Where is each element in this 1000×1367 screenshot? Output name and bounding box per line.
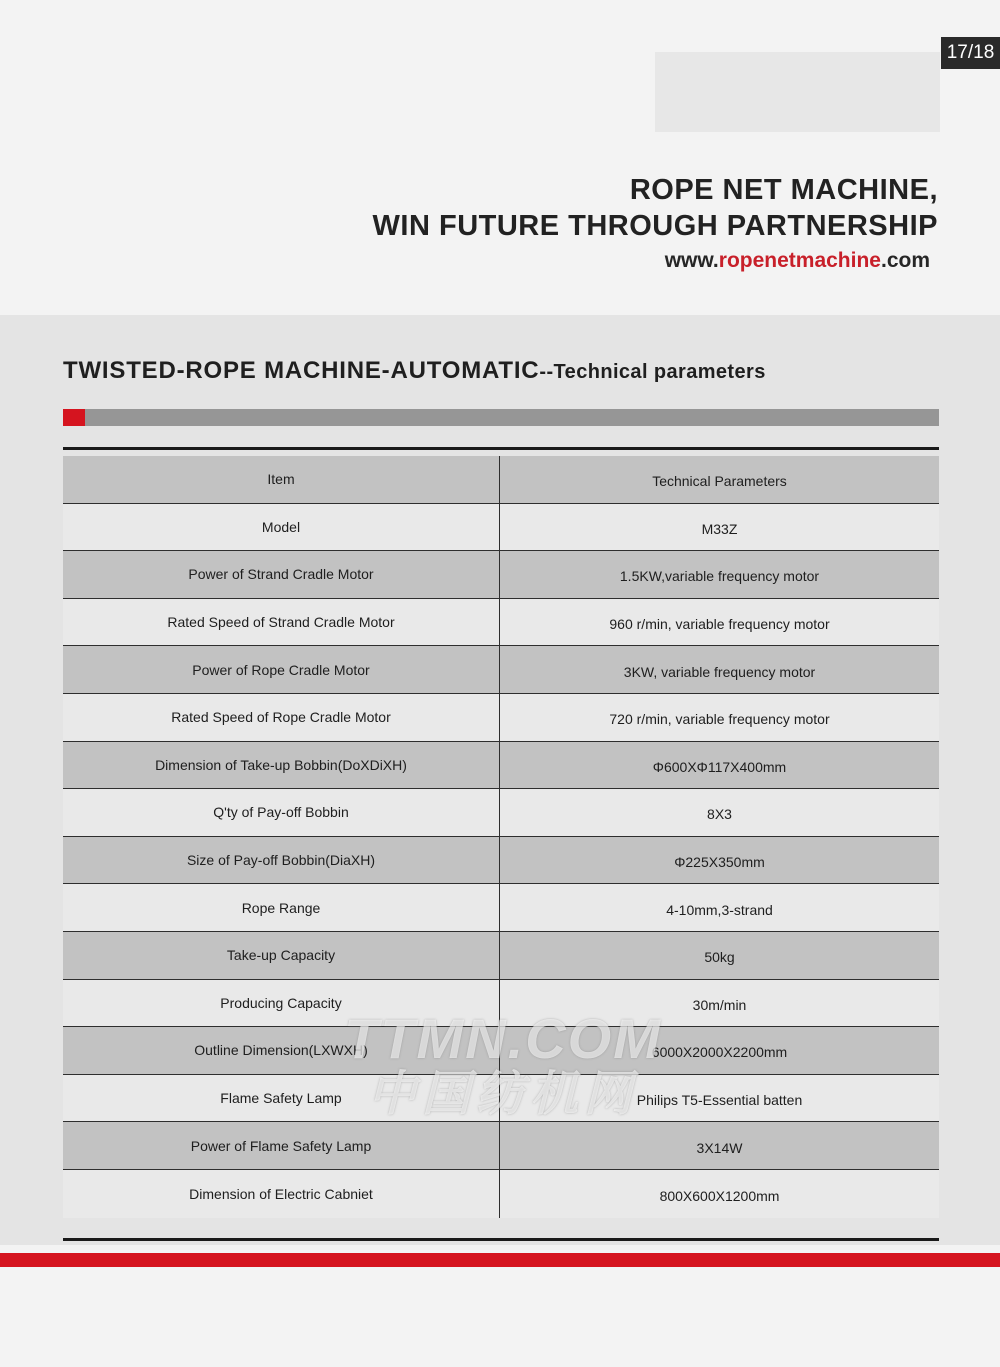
row-value: 6000X2000X2200mm (651, 1044, 788, 1061)
headline-line-2: WIN FUTURE THROUGH PARTNERSHIP (372, 210, 938, 242)
table-row (63, 837, 939, 885)
website-prefix: www. (664, 249, 719, 272)
page-number-badge: 17/18 (941, 37, 1000, 69)
row-item: Q'ty of Pay-off Bobbin (63, 789, 500, 836)
table-row (63, 1075, 939, 1123)
table-top-rule (63, 447, 939, 450)
website-domain: ropenetmachine (718, 249, 881, 272)
table-header-row (63, 456, 939, 504)
row-value: 3KW, variable frequency motor (623, 663, 816, 680)
row-item: Dimension of Take-up Bobbin(DoXDiXH) (63, 742, 500, 789)
section-divider-bar (63, 409, 939, 426)
row-item: Power of Rope Cradle Motor (63, 646, 500, 693)
row-item: Take-up Capacity (63, 932, 500, 979)
table-row (63, 599, 939, 647)
table-row (63, 789, 939, 837)
row-item: Model (63, 504, 500, 551)
row-value: 30m/min (692, 996, 747, 1013)
row-item: Dimension of Electric Cabniet (63, 1170, 500, 1218)
row-value: 720 r/min, variable frequency motor (609, 711, 830, 728)
section-title (63, 357, 766, 385)
table-row (63, 980, 939, 1028)
table-row (63, 932, 939, 980)
row-item: Flame Safety Lamp (63, 1075, 500, 1122)
table-row (63, 646, 939, 694)
row-value: 50kg (704, 949, 735, 966)
watermark-line-1: TTMN.COM (344, 1007, 662, 1070)
section-accent-marker (63, 409, 85, 426)
watermark-line-2: 中国纺机网 (367, 1068, 638, 1121)
table-row (63, 1027, 939, 1075)
row-value: Philips T5-Essential batten (636, 1092, 803, 1109)
header-value: Technical Parameters (652, 473, 787, 490)
footer-red-bar (0, 1253, 1000, 1267)
section-title-sub: --Technical parameters (539, 361, 766, 383)
row-item: Producing Capacity (63, 980, 500, 1027)
row-value: 800X600X1200mm (659, 1187, 780, 1204)
row-value: 3X14W (696, 1139, 743, 1156)
table-row (63, 504, 939, 552)
row-item: Rated Speed of Rope Cradle Motor (63, 694, 500, 741)
row-item: Rated Speed of Strand Cradle Motor (63, 599, 500, 646)
table-row (63, 1170, 939, 1218)
table-row (63, 884, 939, 932)
spec-table (63, 456, 939, 1218)
row-item: Power of Flame Safety Lamp (63, 1122, 500, 1169)
row-value: 960 r/min, variable frequency motor (609, 616, 830, 633)
row-value: 4-10mm,3-strand (666, 901, 773, 918)
background-panel (655, 52, 940, 132)
row-item: Rope Range (63, 884, 500, 931)
row-value: 1.5KW,variable frequency motor (619, 568, 820, 585)
table-row (63, 742, 939, 790)
row-item: Power of Strand Cradle Motor (63, 551, 500, 598)
row-value: Φ225X350mm (674, 854, 765, 871)
table-row (63, 551, 939, 599)
row-value: Φ600XΦ117X400mm (652, 758, 787, 775)
table-row (63, 694, 939, 742)
header-item: Item (63, 456, 500, 503)
row-item: Size of Pay-off Bobbin(DiaXH) (63, 837, 500, 884)
row-value: 8X3 (707, 806, 732, 823)
table-row (63, 1122, 939, 1170)
table-bottom-rule (63, 1238, 939, 1241)
website-link[interactable] (665, 249, 930, 273)
row-value: M33Z (701, 520, 738, 537)
row-item: Outline Dimension(LXWXH) (63, 1027, 500, 1074)
website-suffix: .com (880, 249, 930, 272)
section-title-main: TWISTED-ROPE MACHINE-AUTOMATIC (63, 357, 540, 384)
headline-line-1: ROPE NET MACHINE, (629, 174, 938, 206)
